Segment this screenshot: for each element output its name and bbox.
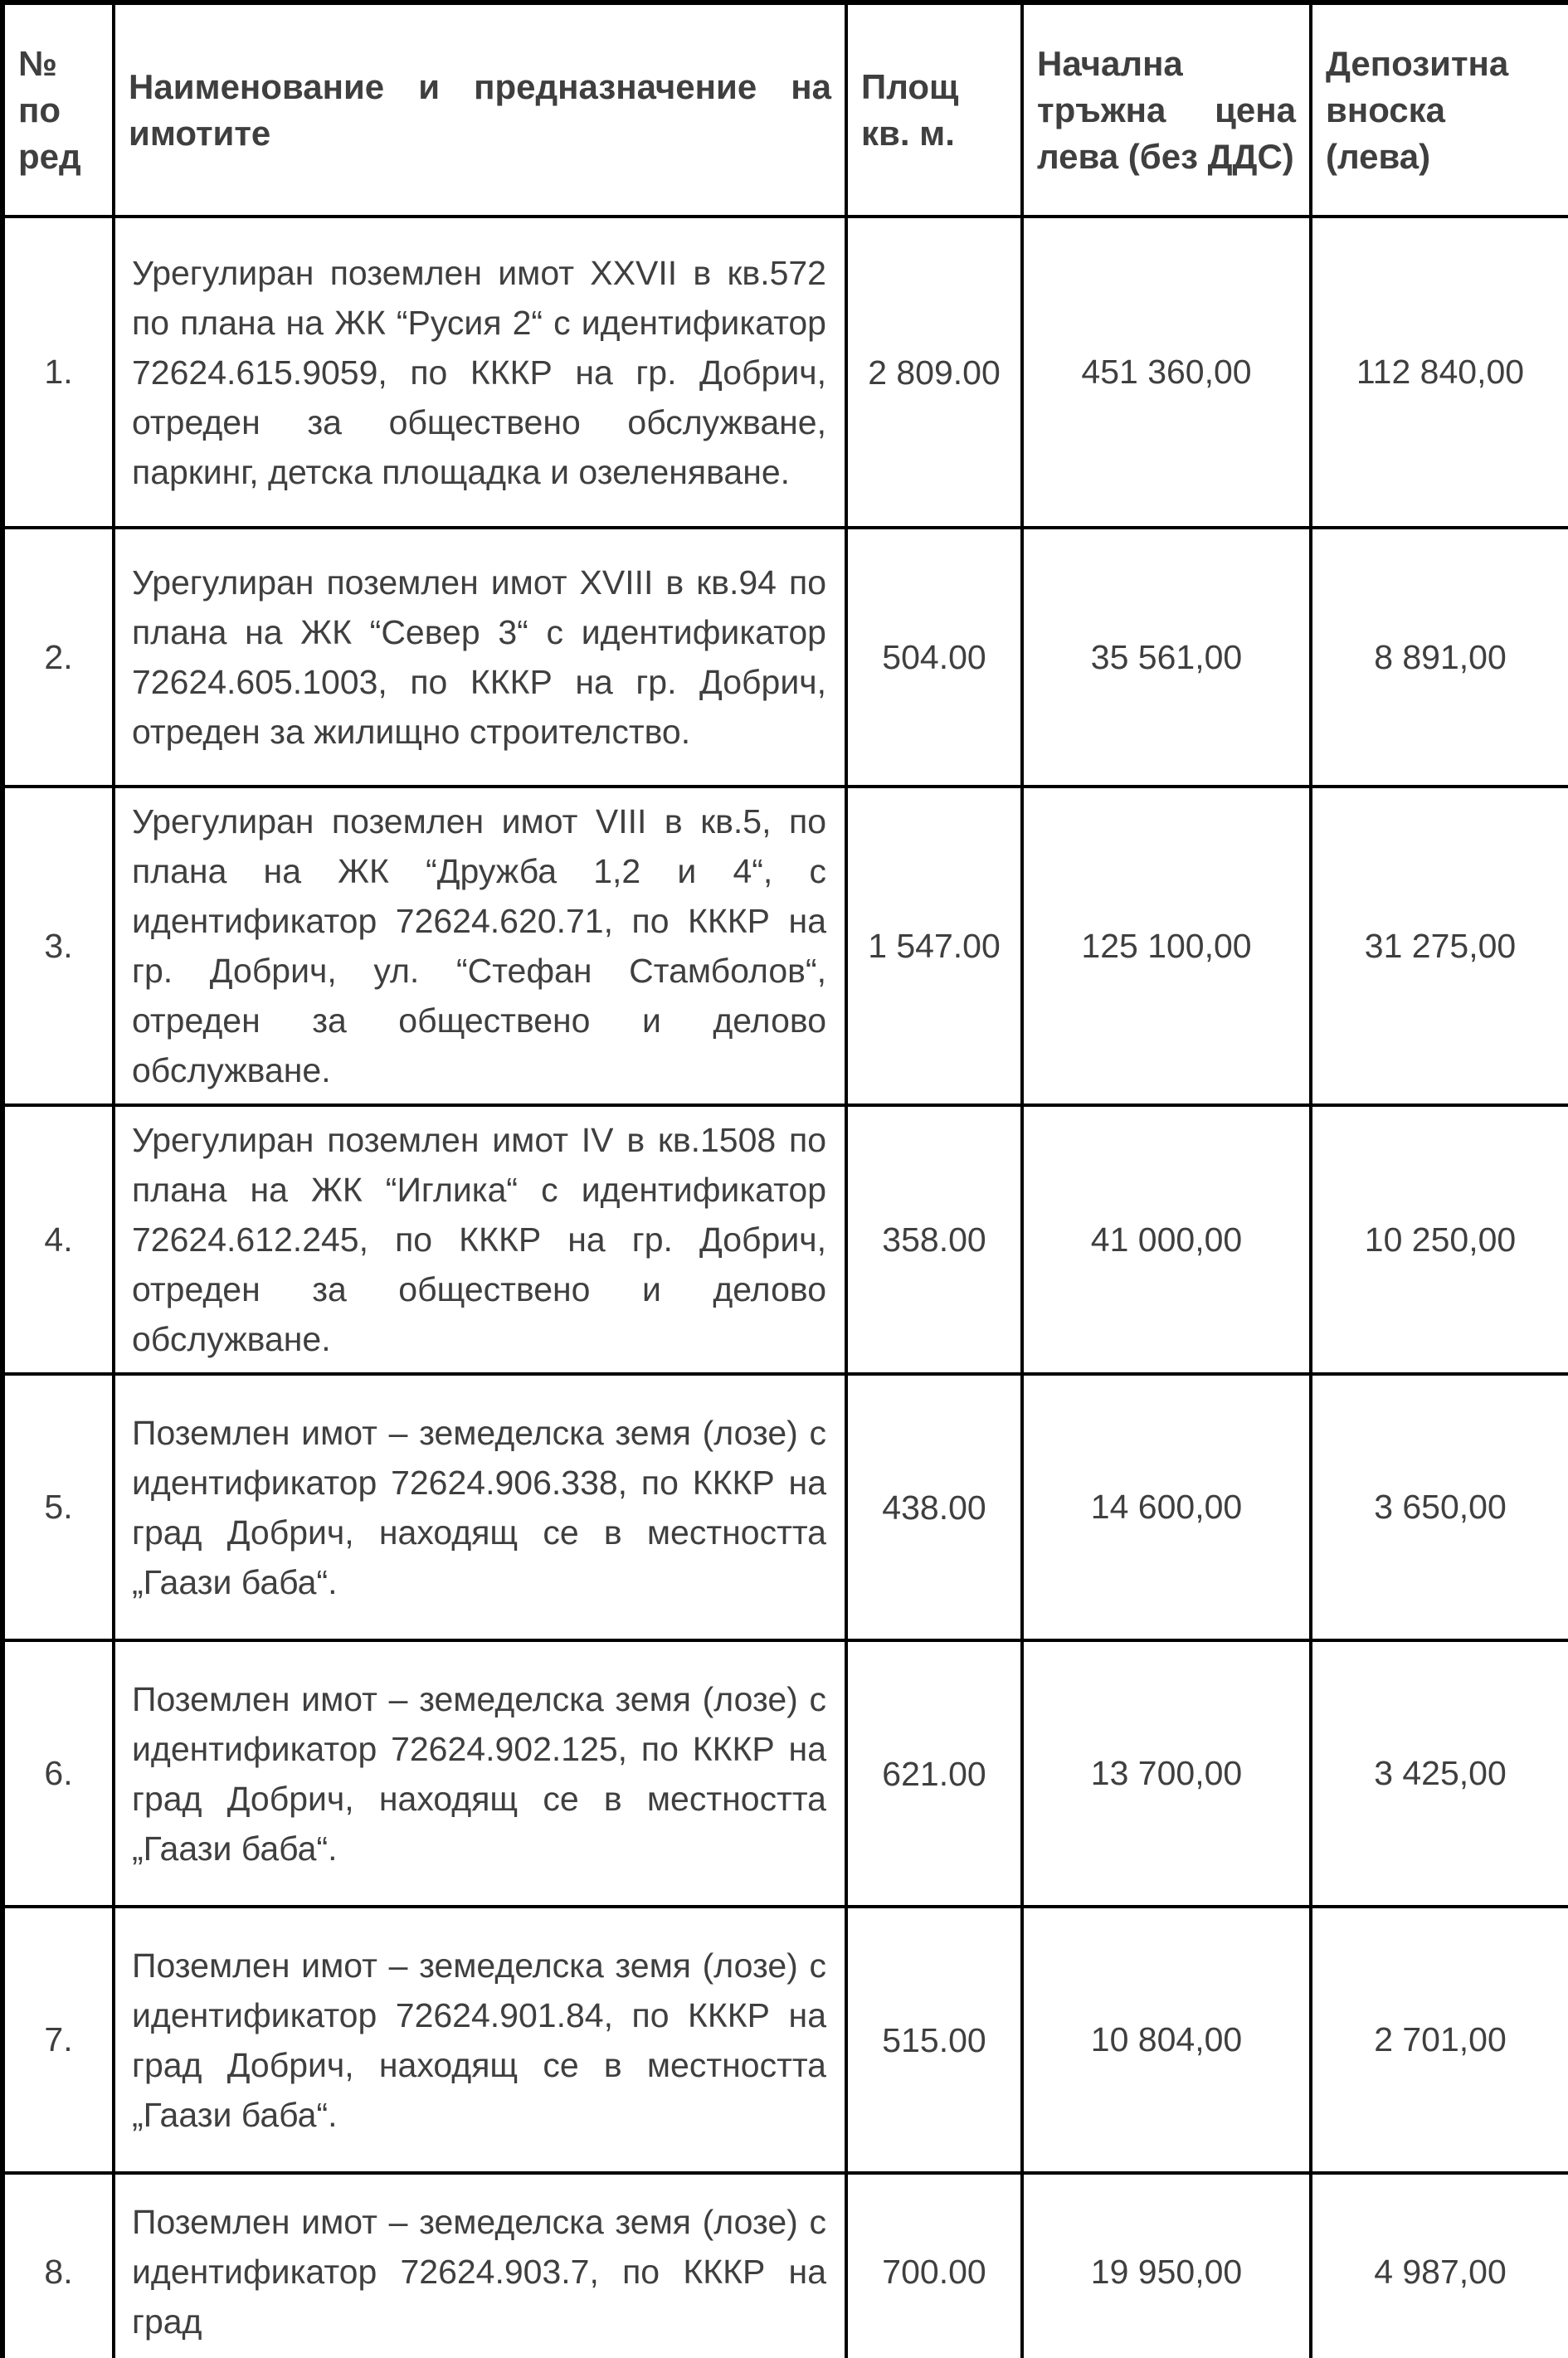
starting-price-cell: 451 360,00: [1022, 217, 1311, 528]
row-number-cell: 4.: [2, 1105, 114, 1374]
header-area: Площ кв. м.: [846, 2, 1022, 217]
header-row-number: № по ред: [2, 2, 114, 217]
table-row: [2, 1105, 1568, 1374]
table-header: [2, 2, 1568, 217]
area-cell: 2 809.00: [846, 217, 1022, 528]
starting-price-cell: 35 561,00: [1022, 528, 1311, 787]
table-row: [2, 2173, 1568, 2358]
table-row: [2, 528, 1568, 787]
table-row: [2, 787, 1568, 1105]
area-cell: 700.00: [846, 2173, 1022, 2358]
property-description-cell: Урегулиран поземлен имот XVIII в кв.94 по плана на ЖК “Север 3“ с идентификатор 72624.605.1003, по КККР на гр. Добрич, отреден за жилищно строителство.: [114, 528, 846, 787]
table-row: [2, 1640, 1568, 1907]
row-number-cell: 7.: [2, 1907, 114, 2173]
area-cell: 621.00: [846, 1640, 1022, 1907]
deposit-cell: 10 250,00: [1311, 1105, 1568, 1374]
table-row: [2, 1907, 1568, 2173]
property-description-cell: Урегулиран поземлен имот VIII в кв.5, по плана на ЖК “Дружба 1,2 и 4“, с идентификатор 72624.620.71, по КККР на гр. Добрич, ул. “Стефан Стамболов“, отреден за обществено и делово обслужване.: [114, 787, 846, 1105]
row-number-cell: 6.: [2, 1640, 114, 1907]
property-description-cell: Урегулиран поземлен имот XXVII в кв.572 по плана на ЖК “Русия 2“ с идентификатор 72624.615.9059, по КККР на гр. Добрич, отреден за обществено обслужване, паркинг, детска площадка и озеленяване.: [114, 217, 846, 528]
property-description-cell: Поземлен имот – земеделска земя (лозе) с идентификатор 72624.906.338, по КККР на град Добрич, находящ се в местността „Гаази баба“.: [114, 1374, 846, 1640]
area-cell: 1 547.00: [846, 787, 1022, 1105]
row-number-cell: 3.: [2, 787, 114, 1105]
deposit-cell: 112 840,00: [1311, 217, 1568, 528]
deposit-cell: 3 425,00: [1311, 1640, 1568, 1907]
table-row: [2, 1374, 1568, 1640]
starting-price-cell: 125 100,00: [1022, 787, 1311, 1105]
header-starting-price: Начална тръжна цена лева (без ДДС): [1022, 2, 1311, 217]
property-description-cell: Поземлен имот – земеделска земя (лозе) с идентификатор 72624.902.125, по КККР на град Добрич, находящ се в местността „Гаази баба“.: [114, 1640, 846, 1907]
starting-price-cell: 13 700,00: [1022, 1640, 1311, 1907]
row-number-cell: 8.: [2, 2173, 114, 2358]
area-cell: 504.00: [846, 528, 1022, 787]
area-cell: 515.00: [846, 1907, 1022, 2173]
starting-price-cell: 41 000,00: [1022, 1105, 1311, 1374]
row-number-cell: 5.: [2, 1374, 114, 1640]
header-deposit: Депозитна вноска (лева): [1311, 2, 1568, 217]
deposit-cell: 3 650,00: [1311, 1374, 1568, 1640]
area-cell: 358.00: [846, 1105, 1022, 1374]
table-body: [2, 217, 1568, 2358]
deposit-cell: 31 275,00: [1311, 787, 1568, 1105]
starting-price-cell: 14 600,00: [1022, 1374, 1311, 1640]
header-property-name: Наименование и предназначение на имотите: [114, 2, 846, 217]
header-row: [2, 2, 1568, 217]
deposit-cell: 2 701,00: [1311, 1907, 1568, 2173]
property-description-cell: Поземлен имот – земеделска земя (лозе) с идентификатор 72624.903.7, по КККР на град: [114, 2173, 846, 2358]
property-description-cell: Поземлен имот – земеделска земя (лозе) с идентификатор 72624.901.84, по КККР на град Добрич, находящ се в местността „Гаази баба“.: [114, 1907, 846, 2173]
deposit-cell: 8 891,00: [1311, 528, 1568, 787]
row-number-cell: 1.: [2, 217, 114, 528]
starting-price-cell: 10 804,00: [1022, 1907, 1311, 2173]
table-row: [2, 217, 1568, 528]
property-description-cell: Урегулиран поземлен имот IV в кв.1508 по плана на ЖК “Иглика“ с идентификатор 72624.612.245, по КККР на гр. Добрич, отреден за обществено и делово обслужване.: [114, 1105, 846, 1374]
deposit-cell: 4 987,00: [1311, 2173, 1568, 2358]
row-number-cell: 2.: [2, 528, 114, 787]
starting-price-cell: 19 950,00: [1022, 2173, 1311, 2358]
area-cell: 438.00: [846, 1374, 1022, 1640]
